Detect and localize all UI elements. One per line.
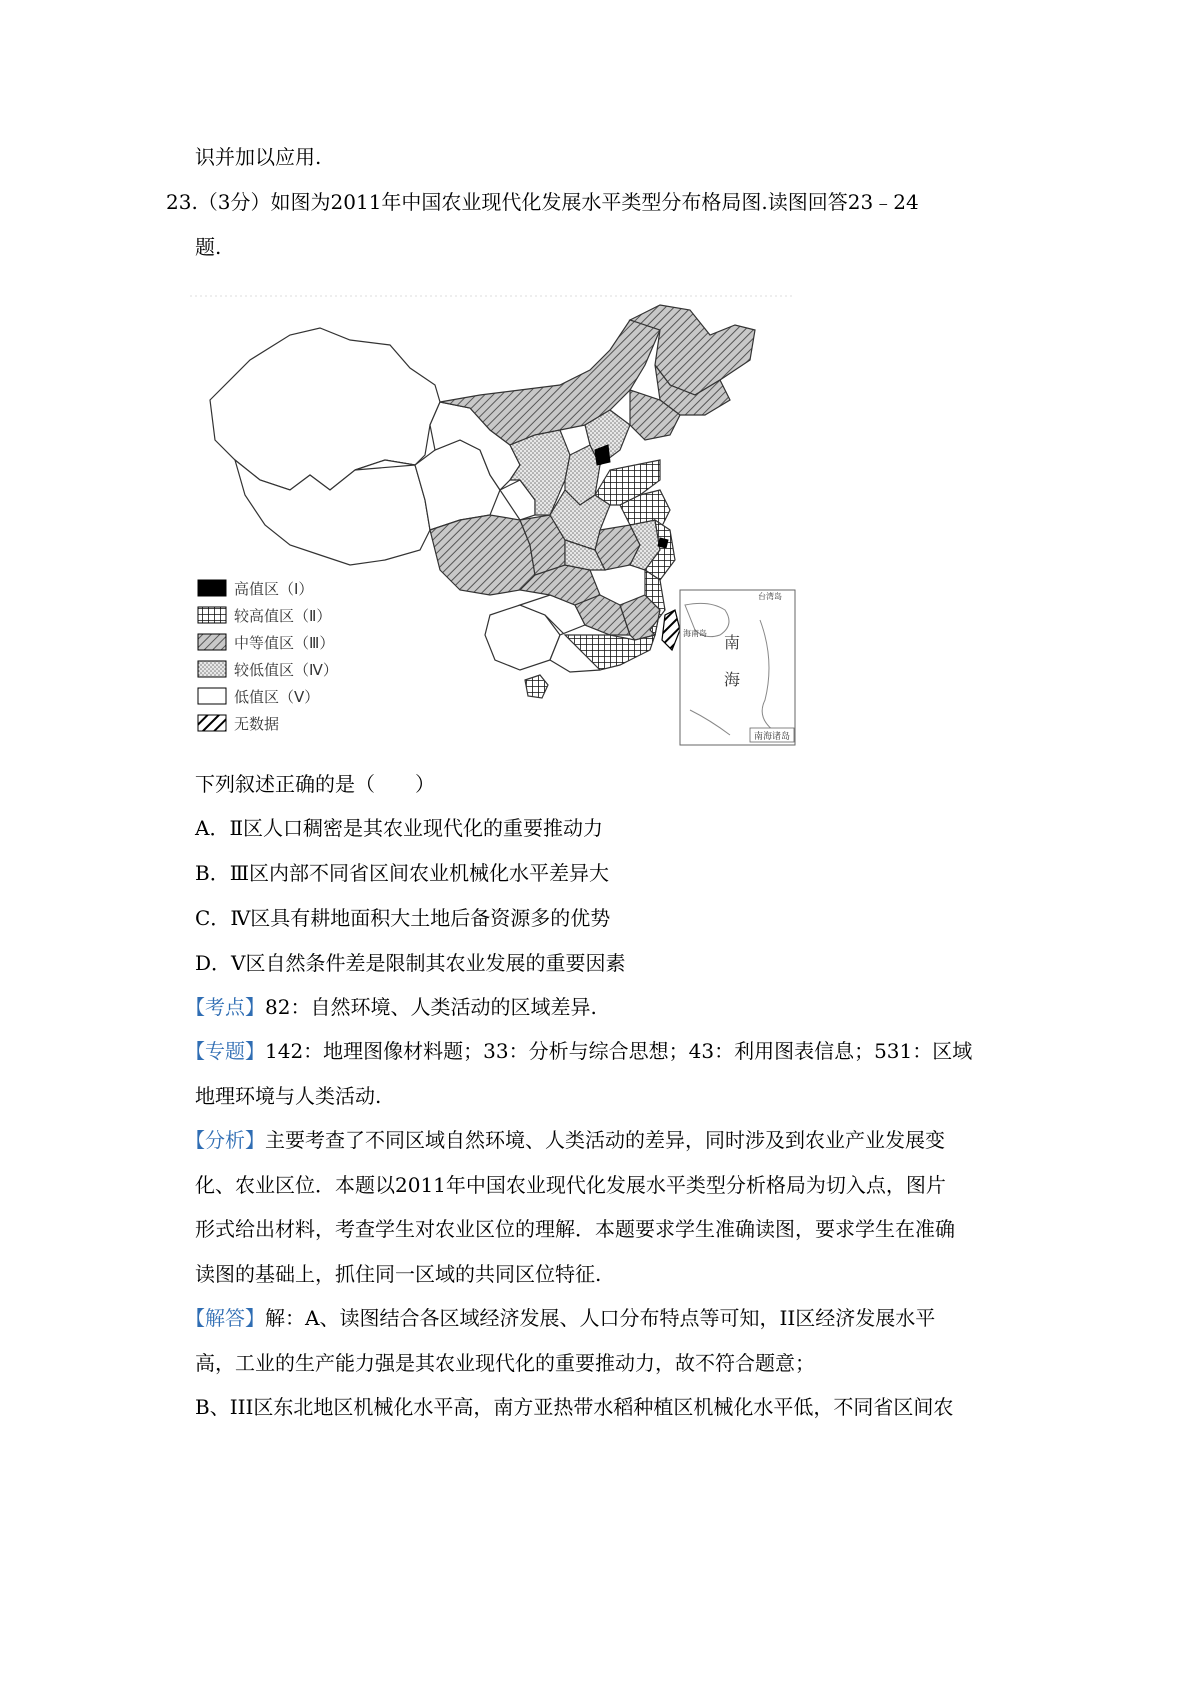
option-a-letter: A．: [195, 816, 230, 840]
question-line-1: 23.（3分）如图为2011年中国农业现代化发展水平类型分布格局图.读图回答23﹣24: [166, 190, 919, 214]
option-d: [195, 949, 626, 977]
fenxi-text-1: 主要考查了不同区域自然环境、人类活动的差异，同时涉及到农业产业发展变: [265, 1128, 945, 1152]
jieda-tag: 【解答】: [185, 1306, 265, 1330]
region-hainan: [525, 675, 548, 698]
fenxi-line-2: 化、农业区位．本题以2011年中国农业现代化发展水平类型分析格局为切入点，图片: [195, 1173, 946, 1197]
question-stem: 下列叙述正确的是（ ）: [195, 772, 435, 796]
legend-label-6: 无数据: [234, 715, 280, 733]
south-china-sea-inset: [680, 590, 795, 745]
inset-sea-char-1: 南: [724, 633, 741, 652]
legend-label-3: 中等值区（Ⅲ）: [234, 634, 335, 652]
zhuanti-text-1: 142：地理图像材料题；33：分析与综合思想；43：利用图表信息；531：区域: [265, 1039, 973, 1063]
inset-sea-char-2: 海: [724, 670, 741, 689]
kaodian-line: [185, 993, 597, 1021]
fenxi-tag: 【分析】: [185, 1128, 265, 1152]
jieda-line-1: [185, 1304, 935, 1332]
inset-label-hainan: 海南岛: [683, 629, 707, 638]
inset-frame: [680, 590, 795, 745]
intro-tail-text: 识并加以应用.: [195, 145, 322, 169]
zhuanti-line-2: 地理环境与人类活动.: [195, 1084, 382, 1108]
map-legend: [198, 580, 338, 733]
region-taiwan: [662, 610, 680, 650]
region-sichuan: [430, 515, 535, 595]
inset-label-islands: 南海诸岛: [754, 732, 791, 742]
legend-label-1: 高值区（Ⅰ）: [234, 580, 314, 598]
region-shanghai: [658, 538, 668, 548]
china-agriculture-map: [190, 290, 810, 755]
legend-swatch-3: [198, 634, 226, 650]
option-b: [195, 859, 609, 887]
legend-label-4: 较低值区（Ⅳ）: [234, 661, 338, 679]
legend-swatch-1: [198, 580, 226, 596]
fenxi-line-1: [185, 1126, 945, 1154]
option-b-letter: B．: [195, 861, 230, 885]
option-d-text: Ⅴ区自然条件差是限制其农业发展的重要因素: [231, 951, 626, 975]
inset-label-taiwan: 台湾岛: [758, 592, 782, 601]
option-c: [195, 904, 610, 932]
option-b-text: Ⅲ区内部不同省区间农业机械化水平差异大: [229, 861, 609, 885]
question-line-2: 题.: [195, 235, 222, 259]
jieda-text-1: 解：A、读图结合各区域经济发展、人口分布特点等可知，II区经济发展水平: [265, 1306, 936, 1330]
zhuanti-tag: 【专题】: [185, 1039, 265, 1063]
option-c-text: Ⅳ区具有耕地面积大土地后备资源多的优势: [230, 906, 611, 930]
fenxi-line-4: 读图的基础上，抓住同一区域的共同区位特征.: [195, 1262, 602, 1286]
legend-swatch-2: [198, 607, 226, 623]
legend-swatch-4: [198, 661, 226, 677]
legend-swatch-6: [198, 715, 226, 731]
legend-label-5: 低值区（Ⅴ）: [234, 688, 320, 706]
kaodian-text: 82：自然环境、人类活动的区域差异.: [265, 995, 597, 1019]
option-c-letter: C．: [195, 906, 231, 930]
option-a-text: Ⅱ区人口稠密是其农业现代化的重要推动力: [229, 816, 604, 840]
kaodian-tag: 【考点】: [185, 995, 265, 1019]
fenxi-line-3: 形式给出材料，考查学生对农业区位的理解．本题要求学生准确读图，要求学生在准确: [195, 1217, 955, 1241]
legend-swatch-5: [198, 688, 226, 704]
option-d-letter: D．: [195, 951, 232, 975]
legend-label-2: 较高值区（Ⅱ）: [234, 607, 332, 625]
jieda-line-2: 高，工业的生产能力强是其农业现代化的重要推动力，故不符合题意；: [195, 1351, 815, 1375]
option-a: [195, 814, 603, 842]
jieda-line-3: B、III区东北地区机械化水平高，南方亚热带水稻种植区机械化水平低，不同省区间农: [195, 1395, 954, 1419]
zhuanti-line-1: [185, 1037, 972, 1065]
